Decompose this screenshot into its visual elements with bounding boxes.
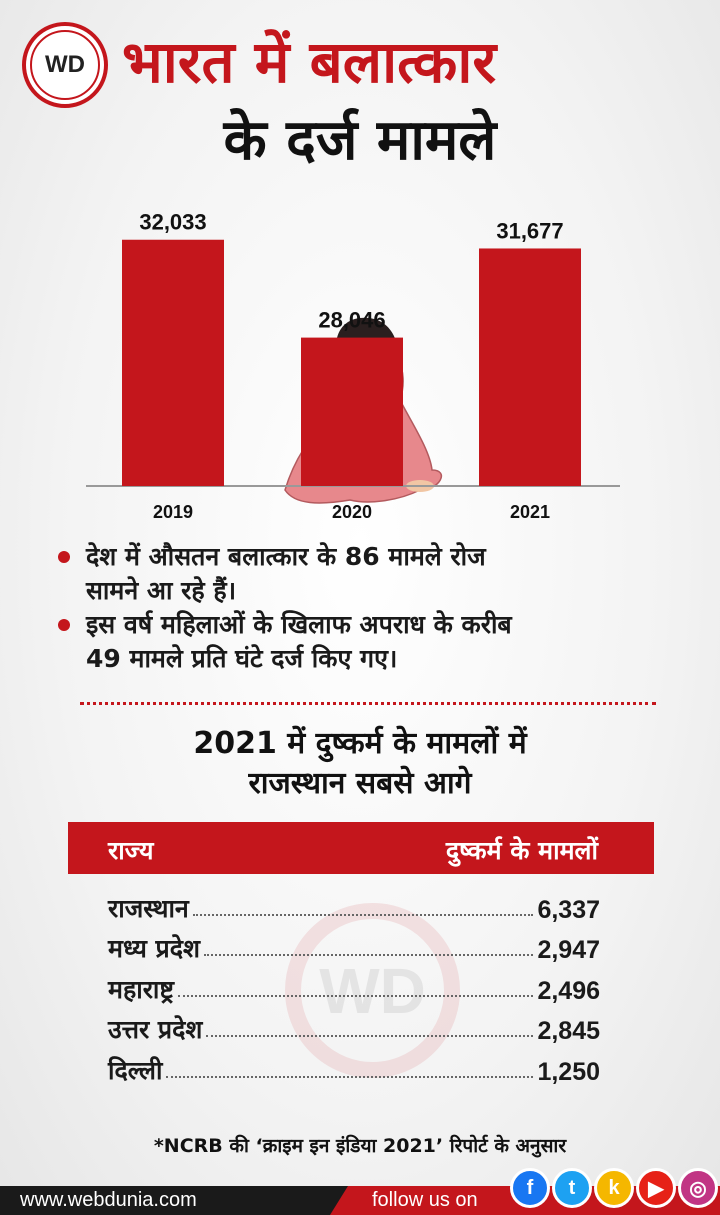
state-cases-table [108, 884, 600, 1087]
tick-label-2020: 2020 [331, 502, 373, 522]
dotted-separator [80, 702, 656, 705]
table-row: उत्तर प्रदेश 2,845 [108, 1015, 600, 1045]
table-header [68, 822, 654, 874]
header-state: राज्य [108, 836, 154, 865]
data-label-2019: 32,033 [139, 209, 207, 235]
logo-text: WD [30, 30, 100, 100]
rape-cases-bar-chart [0, 170, 720, 530]
koo-icon[interactable]: k [594, 1168, 634, 1208]
webdunia-logo[interactable] [22, 22, 108, 108]
bullet-dot-icon [58, 551, 70, 563]
follow-us-label: follow us on [372, 1189, 478, 1211]
tick-label-2019: 2019 [152, 502, 194, 522]
table-row: मध्य प्रदेश 2,947 [108, 934, 600, 964]
title-line-1: भारत में बलात्कार [122, 28, 497, 96]
social-icons [510, 1168, 718, 1208]
instagram-icon[interactable]: ◎ [678, 1168, 718, 1208]
table-row: महाराष्ट्र 2,496 [108, 974, 600, 1005]
data-label-2020: 28,046 [318, 307, 386, 333]
bar-2021 [479, 248, 581, 486]
section-subheading: 2021 में दुष्कर्म के मामलों में राजस्थान सबसे आगे [193, 726, 527, 801]
title-line-2: के दर्ज मामले [223, 108, 497, 173]
facebook-icon[interactable]: f [510, 1168, 550, 1208]
bar-2019 [122, 240, 224, 486]
bullet-dot-icon [58, 619, 70, 631]
table-row: दिल्ली 1,250 [108, 1055, 600, 1086]
youtube-icon[interactable]: ▶ [636, 1168, 676, 1208]
data-label-2021: 31,677 [496, 218, 564, 244]
table-row: राजस्थान 6,337 [108, 893, 600, 924]
facts-list [58, 540, 658, 676]
site-url-link[interactable]: www.webdunia.com [20, 1189, 197, 1211]
twitter-icon[interactable]: t [552, 1168, 592, 1208]
fact-item: देश में औसतन बलात्कार के 86 मामले रोज सामने आ रहे हैं। [58, 540, 658, 608]
bar-2020 [301, 338, 403, 486]
source-note: *NCRB की ‘क्राइम इन इंडिया 2021’ रिपोर्ट के अनुसार [153, 1135, 567, 1157]
tick-label-2021: 2021 [509, 502, 551, 522]
fact-item: इस वर्ष महिलाओं के खिलाफ अपराध के करीब 49 मामले प्रति घंटे दर्ज किए गए। [58, 608, 658, 676]
webdunia-watermark-icon: WD [285, 903, 460, 1078]
header-cases: दुष्कर्म के मामलों [445, 836, 598, 865]
